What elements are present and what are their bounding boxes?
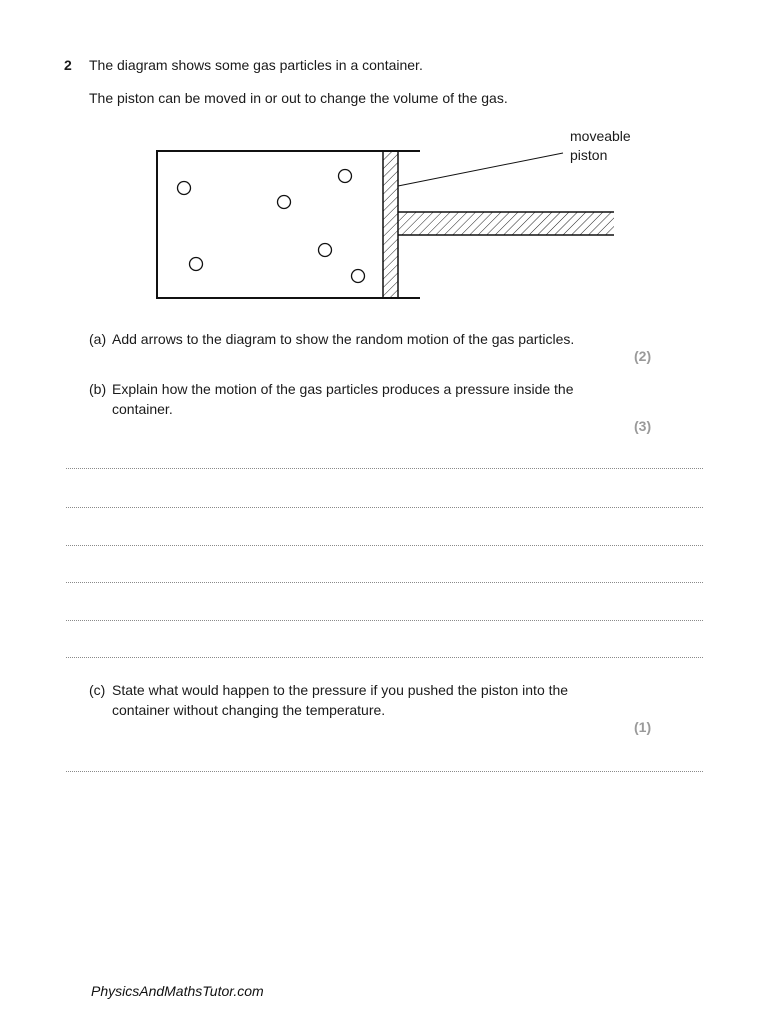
part-a-text: Add arrows to the diagram to show the random motion of the gas particles.: [112, 331, 575, 347]
piston-rod: [398, 212, 614, 235]
gas-container-diagram: [0, 0, 768, 320]
question-number: 2: [64, 57, 72, 73]
gas-particle: [319, 244, 332, 257]
piston-label-line-2: piston: [570, 147, 608, 163]
answer-line[interactable]: [66, 545, 703, 546]
gas-particles: [178, 170, 365, 283]
label-leader-line: [398, 153, 563, 186]
answer-line[interactable]: [66, 771, 703, 772]
gas-particle: [352, 270, 365, 283]
part-b-text-line-2: container.: [112, 401, 173, 417]
part-c-label: (c): [89, 682, 106, 698]
question-intro-line-1: The diagram shows some gas particles in a container.: [89, 57, 423, 73]
gas-particle: [278, 196, 291, 209]
question-intro-line-2: The piston can be moved in or out to change the volume of the gas.: [89, 90, 508, 106]
part-a-label: (a): [89, 331, 107, 347]
footer-website: PhysicsAndMathsTutor.com: [91, 983, 264, 999]
gas-particle: [178, 182, 191, 195]
answer-line[interactable]: [66, 620, 703, 621]
part-b-text-line-1: Explain how the motion of the gas particles produces a pressure inside the: [112, 381, 574, 397]
part-a-marks: (2): [634, 348, 652, 364]
answer-line[interactable]: [66, 468, 703, 469]
piston-label-line-1: moveable: [570, 128, 631, 144]
part-b-label: (b): [89, 381, 107, 397]
piston-plate: [383, 151, 398, 298]
answer-line[interactable]: [66, 657, 703, 658]
answer-line[interactable]: [66, 582, 703, 583]
part-c-marks: (1): [634, 719, 652, 735]
part-c-text-line-2: container without changing the temperature.: [112, 702, 386, 718]
gas-particle: [339, 170, 352, 183]
gas-particle: [190, 258, 203, 271]
part-b-marks: (3): [634, 418, 652, 434]
part-c-text-line-1: State what would happen to the pressure if you pushed the piston into the: [112, 682, 569, 698]
answer-line[interactable]: [66, 507, 703, 508]
container-walls: [156, 150, 420, 299]
